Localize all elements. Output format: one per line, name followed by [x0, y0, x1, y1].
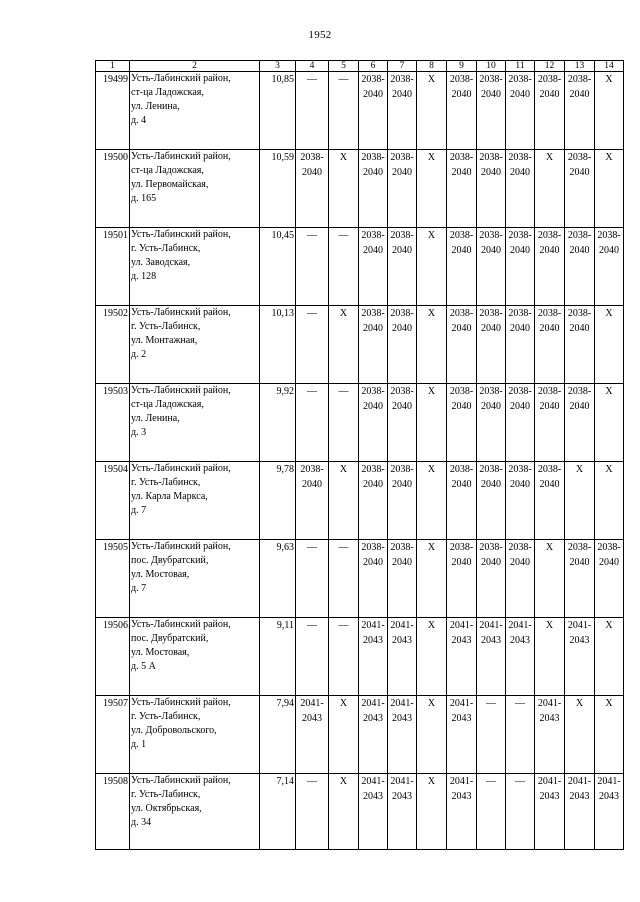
period-cell: 2038- 2040: [595, 540, 624, 618]
period-cell: —: [329, 618, 359, 696]
table-row: [96, 540, 624, 618]
column-header: 3: [260, 61, 296, 72]
value-cell: 10,59: [260, 150, 296, 228]
header-row: [96, 61, 624, 72]
address-line: г. Усть-Лабинск,: [131, 477, 201, 488]
period-cell: 2038- 2040: [565, 384, 595, 462]
period-cell: X: [329, 774, 359, 850]
value-cell: 10,13: [260, 306, 296, 384]
period-cell: 2038- 2040: [447, 540, 477, 618]
period-cell: —: [296, 540, 329, 618]
address-line: д. 4: [131, 115, 147, 126]
period-cell: 2038- 2040: [359, 540, 388, 618]
period-cell: X: [595, 384, 624, 462]
address-line: д. 128: [131, 271, 157, 282]
period-cell: —: [329, 384, 359, 462]
address-line: Усть-Лабинский район,: [131, 229, 231, 240]
address-line: г. Усть-Лабинск,: [131, 243, 201, 254]
period-cell: X: [417, 462, 447, 540]
table-row: [96, 306, 624, 384]
period-cell: X: [417, 228, 447, 306]
period-cell: 2038- 2040: [388, 150, 417, 228]
period-cell: 2038- 2040: [447, 72, 477, 150]
period-cell: 2038- 2040: [565, 72, 595, 150]
period-cell: 2038- 2040: [447, 228, 477, 306]
period-cell: 2041- 2043: [447, 774, 477, 850]
period-cell: 2038- 2040: [388, 228, 417, 306]
period-cell: X: [417, 72, 447, 150]
period-cell: 2038- 2040: [477, 462, 506, 540]
period-cell: 2038- 2040: [506, 72, 535, 150]
period-cell: 2041- 2043: [565, 618, 595, 696]
period-cell: 2041- 2043: [388, 774, 417, 850]
address-line: ул. Ленина,: [131, 101, 180, 112]
address-line: ул. Карла Маркса,: [131, 491, 208, 502]
table-row: [96, 150, 624, 228]
address-cell: [130, 774, 260, 850]
column-header: 7: [388, 61, 417, 72]
period-cell: 2038- 2040: [565, 228, 595, 306]
period-cell: 2038- 2040: [535, 462, 565, 540]
address-line: ст-ца Ладожская,: [131, 399, 204, 410]
value-cell: 9,92: [260, 384, 296, 462]
period-cell: 2038- 2040: [447, 150, 477, 228]
period-cell: —: [506, 774, 535, 850]
address-line: ул. Заводская,: [131, 257, 191, 268]
period-cell: 2038- 2040: [565, 150, 595, 228]
period-cell: 2038- 2040: [477, 306, 506, 384]
period-cell: 2038- 2040: [447, 384, 477, 462]
record-number: 19501: [96, 228, 130, 306]
period-cell: 2041- 2043: [506, 618, 535, 696]
period-cell: 2038- 2040: [359, 150, 388, 228]
period-cell: X: [417, 618, 447, 696]
record-number: 19508: [96, 774, 130, 850]
address-line: д. 1: [131, 739, 147, 750]
address-line: Усть-Лабинский район,: [131, 73, 231, 84]
table-body: [96, 72, 624, 850]
period-cell: X: [417, 774, 447, 850]
period-cell: 2038- 2040: [535, 72, 565, 150]
table-row: [96, 228, 624, 306]
period-cell: X: [417, 306, 447, 384]
period-cell: 2038- 2040: [447, 462, 477, 540]
period-cell: 2041- 2043: [565, 774, 595, 850]
column-header: 14: [595, 61, 624, 72]
address-line: ул. Монтажная,: [131, 335, 198, 346]
period-cell: 2038- 2040: [388, 540, 417, 618]
period-cell: —: [477, 774, 506, 850]
column-header: 2: [130, 61, 260, 72]
period-cell: 2038- 2040: [477, 384, 506, 462]
period-cell: —: [329, 540, 359, 618]
column-header: 11: [506, 61, 535, 72]
address-cell: [130, 696, 260, 774]
address-line: д. 3: [131, 427, 147, 438]
address-line: ул. Мостовая,: [131, 647, 190, 658]
period-cell: X: [565, 696, 595, 774]
address-line: г. Усть-Лабинск,: [131, 711, 201, 722]
address-line: г. Усть-Лабинск,: [131, 321, 201, 332]
address-line: г. Усть-Лабинск,: [131, 789, 201, 800]
column-header: 6: [359, 61, 388, 72]
address-line: ул. Ленина,: [131, 413, 180, 424]
period-cell: X: [595, 696, 624, 774]
address-line: пос. Двубратский,: [131, 555, 209, 566]
address-line: ул. Первомайская,: [131, 179, 209, 190]
period-cell: 2038- 2040: [388, 306, 417, 384]
period-cell: —: [506, 696, 535, 774]
period-cell: X: [329, 150, 359, 228]
address-line: Усть-Лабинский район,: [131, 775, 231, 786]
column-header: 5: [329, 61, 359, 72]
address-line: пос. Двубратский,: [131, 633, 209, 644]
address-line: Усть-Лабинский район,: [131, 697, 231, 708]
period-cell: 2038- 2040: [565, 540, 595, 618]
address-line: д. 7: [131, 505, 147, 516]
period-cell: 2038- 2040: [477, 228, 506, 306]
address-cell: [130, 72, 260, 150]
period-cell: 2038- 2040: [359, 306, 388, 384]
address-cell: [130, 462, 260, 540]
address-line: Усть-Лабинский район,: [131, 151, 231, 162]
period-cell: 2038- 2040: [506, 228, 535, 306]
table-row: [96, 618, 624, 696]
period-cell: 2038- 2040: [506, 306, 535, 384]
period-cell: 2038- 2040: [506, 384, 535, 462]
address-line: д. 5 А: [131, 661, 156, 672]
column-header: 12: [535, 61, 565, 72]
period-cell: 2038- 2040: [477, 72, 506, 150]
period-cell: 2038- 2040: [359, 462, 388, 540]
period-cell: 2038- 2040: [388, 384, 417, 462]
address-line: Усть-Лабинский район,: [131, 307, 231, 318]
address-line: ст-ца Ладожская,: [131, 87, 204, 98]
period-cell: 2038- 2040: [477, 150, 506, 228]
record-number: 19503: [96, 384, 130, 462]
address-cell: [130, 618, 260, 696]
column-header: 13: [565, 61, 595, 72]
period-cell: 2038- 2040: [595, 228, 624, 306]
period-cell: X: [595, 462, 624, 540]
period-cell: X: [417, 540, 447, 618]
table-row: [96, 384, 624, 462]
period-cell: 2038- 2040: [359, 72, 388, 150]
period-cell: —: [296, 774, 329, 850]
address-cell: [130, 540, 260, 618]
address-line: д. 165: [131, 193, 157, 204]
period-cell: 2041- 2043: [388, 618, 417, 696]
period-cell: 2041- 2043: [595, 774, 624, 850]
period-cell: 2038- 2040: [535, 228, 565, 306]
address-line: ул. Добровольского,: [131, 725, 217, 736]
period-cell: 2041- 2043: [359, 774, 388, 850]
period-cell: —: [296, 72, 329, 150]
value-cell: 9,11: [260, 618, 296, 696]
period-cell: 2038- 2040: [535, 384, 565, 462]
period-cell: X: [595, 618, 624, 696]
column-header: 9: [447, 61, 477, 72]
period-cell: 2038- 2040: [296, 462, 329, 540]
period-cell: X: [535, 540, 565, 618]
period-cell: 2038- 2040: [506, 540, 535, 618]
period-cell: 2038- 2040: [447, 306, 477, 384]
value-cell: 10,45: [260, 228, 296, 306]
period-cell: 2041- 2043: [359, 618, 388, 696]
address-line: д. 7: [131, 583, 147, 594]
period-cell: —: [296, 384, 329, 462]
address-line: Усть-Лабинский район,: [131, 385, 231, 396]
period-cell: X: [329, 306, 359, 384]
period-cell: 2038- 2040: [477, 540, 506, 618]
address-line: Усть-Лабинский район,: [131, 619, 231, 630]
table-row: [96, 696, 624, 774]
period-cell: 2038- 2040: [296, 150, 329, 228]
period-cell: 2038- 2040: [388, 72, 417, 150]
column-header: 4: [296, 61, 329, 72]
value-cell: 7,94: [260, 696, 296, 774]
period-cell: X: [595, 72, 624, 150]
period-cell: 2041- 2043: [535, 774, 565, 850]
period-cell: 2038- 2040: [388, 462, 417, 540]
address-line: д. 2: [131, 349, 147, 360]
period-cell: 2041- 2043: [535, 696, 565, 774]
period-cell: X: [595, 306, 624, 384]
period-cell: 2041- 2043: [447, 618, 477, 696]
period-cell: 2038- 2040: [359, 384, 388, 462]
period-cell: —: [296, 618, 329, 696]
address-line: ул. Октябрьская,: [131, 803, 202, 814]
period-cell: 2041- 2043: [388, 696, 417, 774]
value-cell: 9,63: [260, 540, 296, 618]
period-cell: X: [417, 384, 447, 462]
table-row: [96, 462, 624, 540]
record-number: 19504: [96, 462, 130, 540]
period-cell: X: [417, 696, 447, 774]
record-number: 19499: [96, 72, 130, 150]
period-cell: X: [535, 150, 565, 228]
period-cell: X: [329, 462, 359, 540]
period-cell: 2038- 2040: [359, 228, 388, 306]
period-cell: 2038- 2040: [565, 306, 595, 384]
record-number: 19507: [96, 696, 130, 774]
period-cell: 2041- 2043: [447, 696, 477, 774]
period-cell: X: [535, 618, 565, 696]
page-number: 1952: [308, 29, 332, 41]
period-cell: 2038- 2040: [506, 150, 535, 228]
address-cell: [130, 384, 260, 462]
address-cell: [130, 150, 260, 228]
address-line: д. 34: [131, 817, 152, 828]
record-number: 19500: [96, 150, 130, 228]
registry-table: [95, 60, 624, 850]
address-line: Усть-Лабинский район,: [131, 541, 231, 552]
column-header: 1: [96, 61, 130, 72]
period-cell: 2041- 2043: [359, 696, 388, 774]
period-cell: 2038- 2040: [506, 462, 535, 540]
period-cell: X: [329, 696, 359, 774]
address-line: ул. Мостовая,: [131, 569, 190, 580]
record-number: 19506: [96, 618, 130, 696]
period-cell: —: [296, 228, 329, 306]
period-cell: 2038- 2040: [535, 306, 565, 384]
table-row: [96, 72, 624, 150]
address-cell: [130, 228, 260, 306]
value-cell: 10,85: [260, 72, 296, 150]
period-cell: —: [329, 228, 359, 306]
record-number: 19505: [96, 540, 130, 618]
period-cell: 2041- 2043: [477, 618, 506, 696]
period-cell: X: [565, 462, 595, 540]
value-cell: 9,78: [260, 462, 296, 540]
period-cell: X: [417, 150, 447, 228]
value-cell: 7,14: [260, 774, 296, 850]
address-line: ст-ца Ладожская,: [131, 165, 204, 176]
column-header: 10: [477, 61, 506, 72]
table-row: [96, 774, 624, 850]
address-line: Усть-Лабинский район,: [131, 463, 231, 474]
period-cell: —: [477, 696, 506, 774]
record-number: 19502: [96, 306, 130, 384]
period-cell: 2041- 2043: [296, 696, 329, 774]
period-cell: —: [329, 72, 359, 150]
column-header: 8: [417, 61, 447, 72]
period-cell: X: [595, 150, 624, 228]
address-cell: [130, 306, 260, 384]
period-cell: —: [296, 306, 329, 384]
